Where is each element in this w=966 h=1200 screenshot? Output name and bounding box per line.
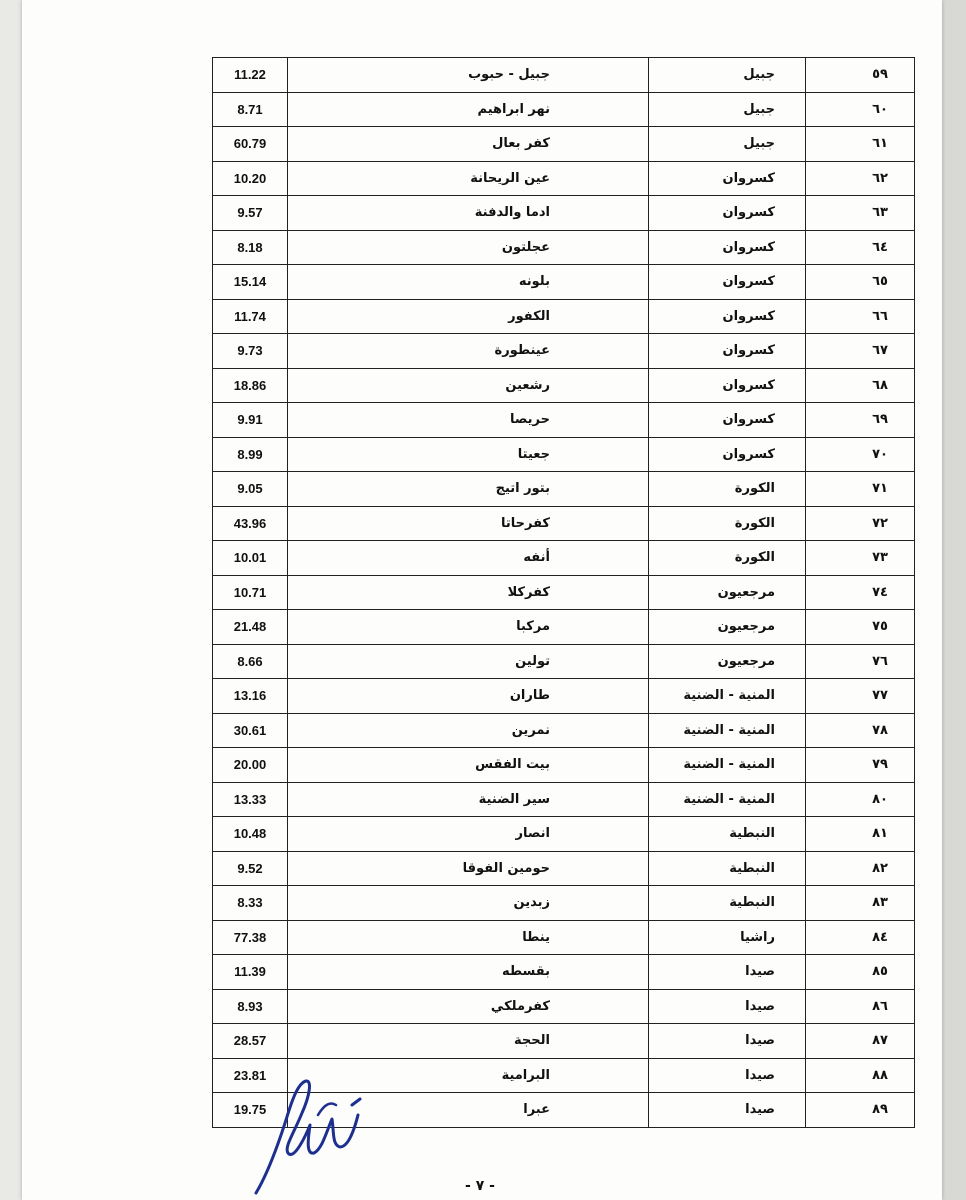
value-cell: 23.81 xyxy=(213,1058,288,1093)
table-row xyxy=(213,230,915,265)
row-number-cell: ٦١ xyxy=(806,127,915,162)
table-row xyxy=(213,644,915,679)
district-cell: صيدا xyxy=(649,1024,806,1059)
row-number-cell: ٨٨ xyxy=(806,1058,915,1093)
value-cell: 60.79 xyxy=(213,127,288,162)
district-cell: جبيل xyxy=(649,127,806,162)
row-number-cell: ٥٩ xyxy=(806,58,915,93)
district-cell: صيدا xyxy=(649,955,806,990)
table-row xyxy=(213,541,915,576)
village-name-cell: كفركلا xyxy=(288,575,649,610)
district-cell: النبطية xyxy=(649,886,806,921)
value-cell: 8.66 xyxy=(213,644,288,679)
row-number-cell: ٨١ xyxy=(806,817,915,852)
value-cell: 30.61 xyxy=(213,713,288,748)
village-name-cell: طاران xyxy=(288,679,649,714)
page-edge xyxy=(942,0,966,1200)
table-row xyxy=(213,506,915,541)
value-cell: 8.18 xyxy=(213,230,288,265)
district-cell: مرجعيون xyxy=(649,610,806,645)
table-row xyxy=(213,817,915,852)
value-cell: 9.52 xyxy=(213,851,288,886)
district-cell: كسروان xyxy=(649,265,806,300)
row-number-cell: ٨٥ xyxy=(806,955,915,990)
district-cell: كسروان xyxy=(649,403,806,438)
value-cell: 15.14 xyxy=(213,265,288,300)
row-number-cell: ٧٨ xyxy=(806,713,915,748)
district-cell: كسروان xyxy=(649,230,806,265)
row-number-cell: ٧٦ xyxy=(806,644,915,679)
row-number-cell: ٧٤ xyxy=(806,575,915,610)
village-name-cell: نمرين xyxy=(288,713,649,748)
village-name-cell: عجلتون xyxy=(288,230,649,265)
table-row xyxy=(213,851,915,886)
signature-icon xyxy=(248,1075,378,1195)
data-table xyxy=(212,57,915,1128)
value-cell: 10.48 xyxy=(213,817,288,852)
row-number-cell: ٦٣ xyxy=(806,196,915,231)
district-cell: كسروان xyxy=(649,334,806,369)
value-cell: 11.74 xyxy=(213,299,288,334)
village-name-cell: تولين xyxy=(288,644,649,679)
district-cell: النبطية xyxy=(649,851,806,886)
district-cell: مرجعيون xyxy=(649,575,806,610)
district-cell: المنية - الضنية xyxy=(649,713,806,748)
value-cell: 77.38 xyxy=(213,920,288,955)
village-name-cell: حومين الفوقا xyxy=(288,851,649,886)
row-number-cell: ٦٥ xyxy=(806,265,915,300)
row-number-cell: ٦٧ xyxy=(806,334,915,369)
row-number-cell: ٨٠ xyxy=(806,782,915,817)
table-row xyxy=(213,403,915,438)
village-name-cell: كفر بعال xyxy=(288,127,649,162)
value-cell: 11.39 xyxy=(213,955,288,990)
district-cell: صيدا xyxy=(649,989,806,1024)
row-number-cell: ٨٧ xyxy=(806,1024,915,1059)
village-name-cell: ادما والدفنة xyxy=(288,196,649,231)
village-name-cell: البرامية xyxy=(288,1058,649,1093)
village-name-cell: انصار xyxy=(288,817,649,852)
village-name-cell: رشعين xyxy=(288,368,649,403)
district-cell: صيدا xyxy=(649,1058,806,1093)
village-name-cell: الحجة xyxy=(288,1024,649,1059)
table-row xyxy=(213,334,915,369)
village-name-cell: عبرا xyxy=(288,1093,649,1128)
table-row xyxy=(213,679,915,714)
village-name-cell: الكفور xyxy=(288,299,649,334)
value-cell: 20.00 xyxy=(213,748,288,783)
table-row xyxy=(213,127,915,162)
village-name-cell: كفرحاتا xyxy=(288,506,649,541)
value-cell: 8.99 xyxy=(213,437,288,472)
table-row xyxy=(213,748,915,783)
village-name-cell: زبدين xyxy=(288,886,649,921)
village-name-cell: حريصا xyxy=(288,403,649,438)
district-cell: كسروان xyxy=(649,161,806,196)
value-cell: 13.16 xyxy=(213,679,288,714)
district-cell: صيدا xyxy=(649,1093,806,1128)
village-name-cell: بيت الفقس xyxy=(288,748,649,783)
table-row xyxy=(213,437,915,472)
value-cell: 19.75 xyxy=(213,1093,288,1128)
village-name-cell: ينطا xyxy=(288,920,649,955)
row-number-cell: ٦٦ xyxy=(806,299,915,334)
district-cell: المنية - الضنية xyxy=(649,679,806,714)
row-number-cell: ٦٩ xyxy=(806,403,915,438)
village-name-cell: نهر ابراهيم xyxy=(288,92,649,127)
row-number-cell: ٨٩ xyxy=(806,1093,915,1128)
row-number-cell: ٧٣ xyxy=(806,541,915,576)
table-row xyxy=(213,610,915,645)
village-name-cell: أنفه xyxy=(288,541,649,576)
table-row xyxy=(213,955,915,990)
village-name-cell: عينطورة xyxy=(288,334,649,369)
value-cell: 21.48 xyxy=(213,610,288,645)
village-name-cell: بتور اتيج xyxy=(288,472,649,507)
village-name-cell: بلونه xyxy=(288,265,649,300)
row-number-cell: ٦٤ xyxy=(806,230,915,265)
row-number-cell: ٨٣ xyxy=(806,886,915,921)
village-name-cell: جبيل - حبوب xyxy=(288,58,649,93)
table-row xyxy=(213,58,915,93)
row-number-cell: ٨٢ xyxy=(806,851,915,886)
village-name-cell: كفرملكي xyxy=(288,989,649,1024)
row-number-cell: ٧٠ xyxy=(806,437,915,472)
village-name-cell: سير الضنية xyxy=(288,782,649,817)
row-number-cell: ٦٢ xyxy=(806,161,915,196)
row-number-cell: ٧٢ xyxy=(806,506,915,541)
district-cell: النبطية xyxy=(649,817,806,852)
value-cell: 18.86 xyxy=(213,368,288,403)
row-number-cell: ٨٤ xyxy=(806,920,915,955)
district-cell: الكورة xyxy=(649,506,806,541)
table-row xyxy=(213,472,915,507)
value-cell: 10.20 xyxy=(213,161,288,196)
page-number: - ٧ - xyxy=(465,1178,495,1194)
value-cell: 10.71 xyxy=(213,575,288,610)
table-row xyxy=(213,368,915,403)
table-row xyxy=(213,196,915,231)
row-number-cell: ٦٨ xyxy=(806,368,915,403)
district-cell: كسروان xyxy=(649,368,806,403)
district-cell: الكورة xyxy=(649,541,806,576)
village-name-cell: بقسطه xyxy=(288,955,649,990)
table-row xyxy=(213,1024,915,1059)
value-cell: 8.71 xyxy=(213,92,288,127)
value-cell: 28.57 xyxy=(213,1024,288,1059)
row-number-cell: ٧٩ xyxy=(806,748,915,783)
value-cell: 9.05 xyxy=(213,472,288,507)
value-cell: 11.22 xyxy=(213,58,288,93)
row-number-cell: ٧٧ xyxy=(806,679,915,714)
district-cell: المنية - الضنية xyxy=(649,782,806,817)
table-row xyxy=(213,920,915,955)
district-cell: كسروان xyxy=(649,299,806,334)
district-cell: كسروان xyxy=(649,196,806,231)
table-row xyxy=(213,575,915,610)
district-cell: جبيل xyxy=(649,92,806,127)
district-cell: المنية - الضنية xyxy=(649,748,806,783)
row-number-cell: ٨٦ xyxy=(806,989,915,1024)
village-name-cell: عين الريحانة xyxy=(288,161,649,196)
value-cell: 9.57 xyxy=(213,196,288,231)
table-row xyxy=(213,161,915,196)
table-body xyxy=(213,58,915,1128)
table-row xyxy=(213,299,915,334)
table-row xyxy=(213,989,915,1024)
table-row xyxy=(213,92,915,127)
table-row xyxy=(213,782,915,817)
row-number-cell: ٧١ xyxy=(806,472,915,507)
village-name-cell: جعيتا xyxy=(288,437,649,472)
table-row xyxy=(213,886,915,921)
district-cell: الكورة xyxy=(649,472,806,507)
value-cell: 9.91 xyxy=(213,403,288,438)
district-cell: كسروان xyxy=(649,437,806,472)
district-cell: راشيا xyxy=(649,920,806,955)
district-cell: جبيل xyxy=(649,58,806,93)
district-cell: مرجعيون xyxy=(649,644,806,679)
value-cell: 10.01 xyxy=(213,541,288,576)
value-cell: 8.93 xyxy=(213,989,288,1024)
row-number-cell: ٧٥ xyxy=(806,610,915,645)
table-row xyxy=(213,713,915,748)
row-number-cell: ٦٠ xyxy=(806,92,915,127)
value-cell: 13.33 xyxy=(213,782,288,817)
value-cell: 8.33 xyxy=(213,886,288,921)
village-name-cell: مركبا xyxy=(288,610,649,645)
value-cell: 43.96 xyxy=(213,506,288,541)
table-row xyxy=(213,265,915,300)
value-cell: 9.73 xyxy=(213,334,288,369)
